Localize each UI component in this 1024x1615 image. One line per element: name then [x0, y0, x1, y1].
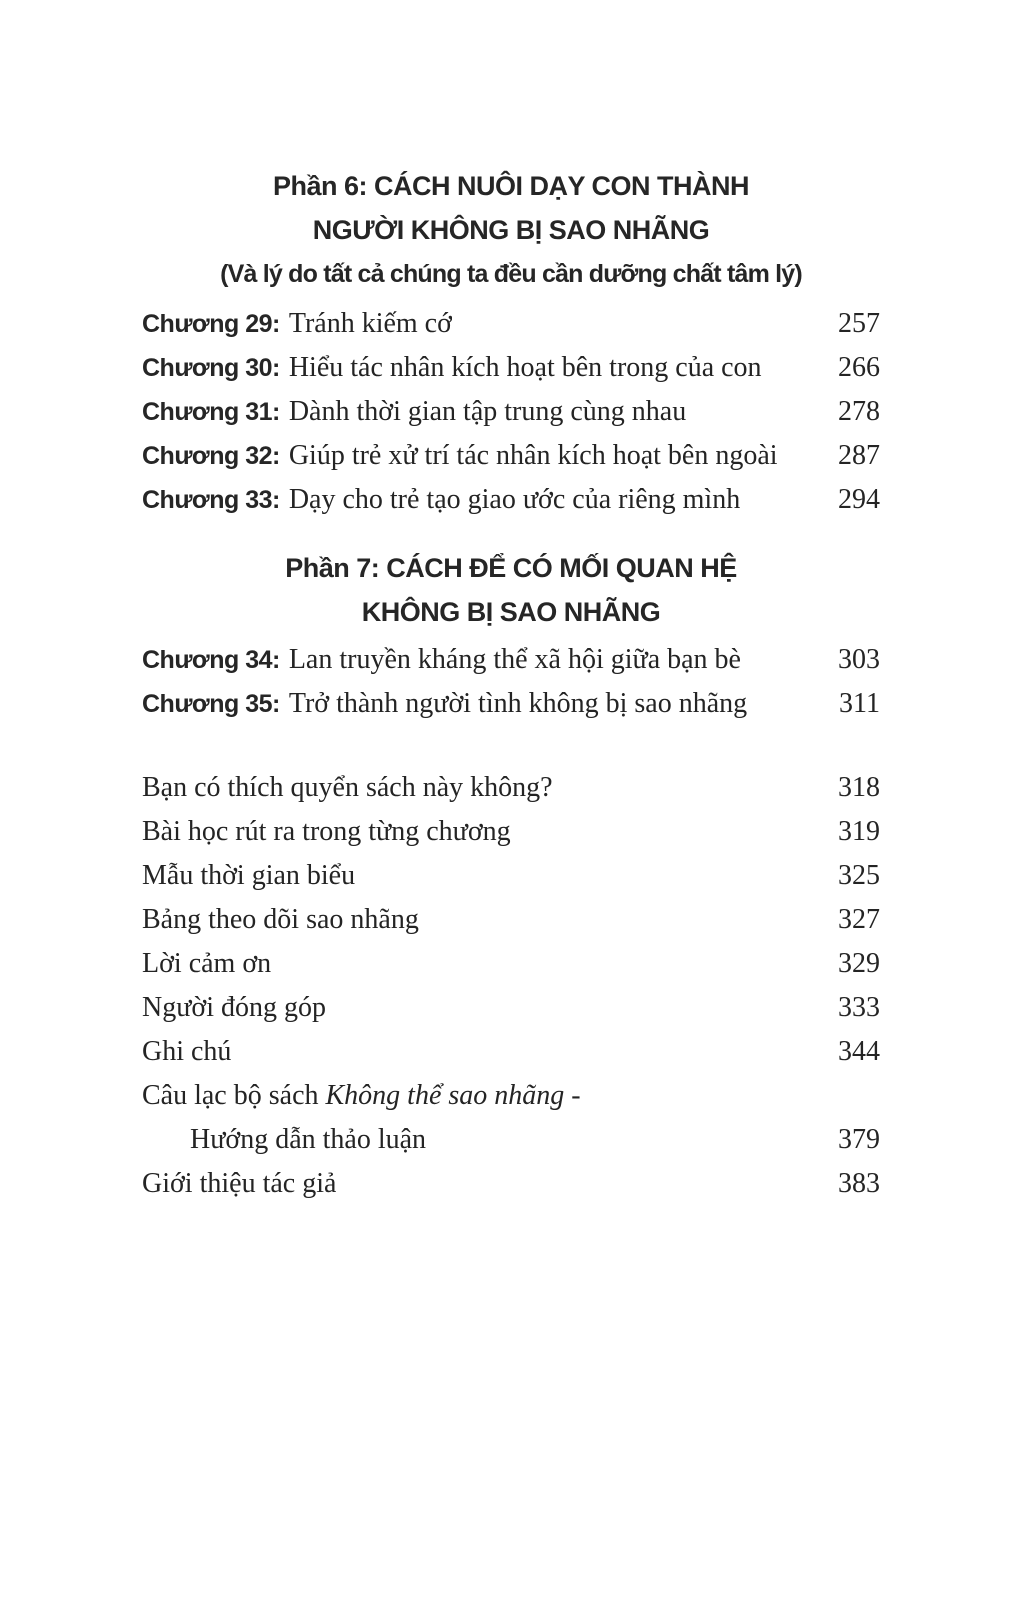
- chapter-label: Chương 31:: [142, 398, 280, 426]
- page-number: 379: [838, 1124, 880, 1155]
- back-title-suffix: -: [564, 1080, 581, 1111]
- toc-chapter-row: [142, 638, 880, 682]
- back-title: [142, 1162, 336, 1206]
- page-number: 266: [838, 352, 880, 383]
- chapter-title: Dành thời gian tập trung cùng nhau: [288, 396, 687, 427]
- part-7-heading: [142, 546, 880, 634]
- chapter-label: Chương 32:: [142, 442, 280, 470]
- toc-chapter-row: [142, 434, 880, 478]
- toc-back-row: [142, 942, 880, 986]
- back-title: [190, 1118, 426, 1162]
- chapter-title: Dạy cho trẻ tạo giao ước của riêng mình: [288, 484, 741, 515]
- toc-back-row: [142, 766, 880, 810]
- part-7-heading-line-1: Phần 7: CÁCH ĐỂ CÓ MỐI QUAN HỆ: [285, 553, 737, 583]
- toc-chapter-row: [142, 478, 880, 522]
- toc-chapter-row: [142, 346, 880, 390]
- page-number: 287: [838, 440, 880, 471]
- back-title: [142, 986, 326, 1030]
- toc-chapter-row: [142, 390, 880, 434]
- page-number: 294: [838, 484, 880, 515]
- back-title-text: Hướng dẫn thảo luận: [190, 1124, 427, 1155]
- page-number: 318: [838, 772, 880, 803]
- part-6-heading-line-2: NGƯỜI KHÔNG BỊ SAO NHÃNG: [312, 215, 710, 245]
- part-6-heading: [142, 164, 880, 296]
- toc-back-row: [142, 854, 880, 898]
- chapter-title: Trở thành người tình không bị sao nhãng: [288, 688, 748, 719]
- back-title: [142, 1074, 581, 1118]
- chapter-label: Chương 35:: [142, 690, 280, 718]
- toc-back-row: [142, 1074, 880, 1118]
- back-title: [142, 942, 271, 986]
- part-6-heading-line-1: Phần 6: CÁCH NUÔI DẠY CON THÀNH: [272, 171, 750, 201]
- chapter-label: Chương 33:: [142, 486, 280, 514]
- toc-back-row: [142, 1118, 880, 1162]
- back-title-italic: Không thể sao nhãng: [325, 1080, 565, 1111]
- toc-content: [142, 0, 880, 1206]
- page-number: 327: [838, 904, 880, 935]
- back-title: [142, 810, 511, 854]
- page-number: 333: [838, 992, 880, 1023]
- back-title: [142, 898, 419, 942]
- back-title-text: Bạn có thích quyển sách này không?: [142, 772, 553, 803]
- page-number: 329: [838, 948, 880, 979]
- back-title-text: Người đóng góp: [142, 992, 326, 1023]
- page-number: 257: [838, 308, 880, 339]
- chapter-title: Giúp trẻ xử trí tác nhân kích hoạt bên ngoài: [288, 440, 778, 471]
- page-number: 311: [839, 688, 880, 719]
- part-7-heading-line-2: KHÔNG BỊ SAO NHÃNG: [361, 597, 661, 627]
- back-title-text: Bảng theo dõi sao nhãng: [142, 904, 419, 935]
- toc-back-row: [142, 898, 880, 942]
- chapter-title: Tránh kiếm cớ: [288, 308, 452, 339]
- back-title: [142, 766, 553, 810]
- back-title: [142, 1030, 231, 1074]
- back-title-text: Giới thiệu tác giả: [142, 1168, 337, 1199]
- back-title: [142, 854, 355, 898]
- toc-chapter-row: [142, 682, 880, 726]
- page-number: 383: [838, 1168, 880, 1199]
- back-title-text: Câu lạc bộ sách: [142, 1080, 326, 1111]
- back-title-text: Lời cảm ơn: [142, 948, 272, 979]
- toc-back-row: [142, 986, 880, 1030]
- part-7-entries: [142, 638, 880, 726]
- back-title-text: Mẫu thời gian biểu: [142, 860, 356, 891]
- chapter-label: Chương 34:: [142, 646, 280, 674]
- back-matter-entries: [142, 766, 880, 1206]
- part-6-subheading: (Và lý do tất cả chúng ta đều cần dưỡng chất tâm lý): [220, 260, 802, 288]
- page-number: 319: [838, 816, 880, 847]
- back-title-text: Bài học rút ra trong từng chương: [142, 816, 511, 847]
- page-number: 325: [838, 860, 880, 891]
- back-title-text: Ghi chú: [142, 1036, 232, 1067]
- page-number: 303: [838, 644, 880, 675]
- toc-back-row: [142, 810, 880, 854]
- chapter-label: Chương 30:: [142, 354, 280, 382]
- chapter-title: Lan truyền kháng thể xã hội giữa bạn bè: [288, 644, 741, 675]
- toc-back-row: [142, 1162, 880, 1206]
- chapter-label: Chương 29:: [142, 310, 280, 338]
- page-number: 344: [838, 1036, 880, 1067]
- page-number: 278: [838, 396, 880, 427]
- toc-chapter-row: [142, 302, 880, 346]
- part-6-entries: [142, 302, 880, 522]
- toc-back-row: [142, 1030, 880, 1074]
- chapter-title: Hiểu tác nhân kích hoạt bên trong của con: [288, 352, 762, 383]
